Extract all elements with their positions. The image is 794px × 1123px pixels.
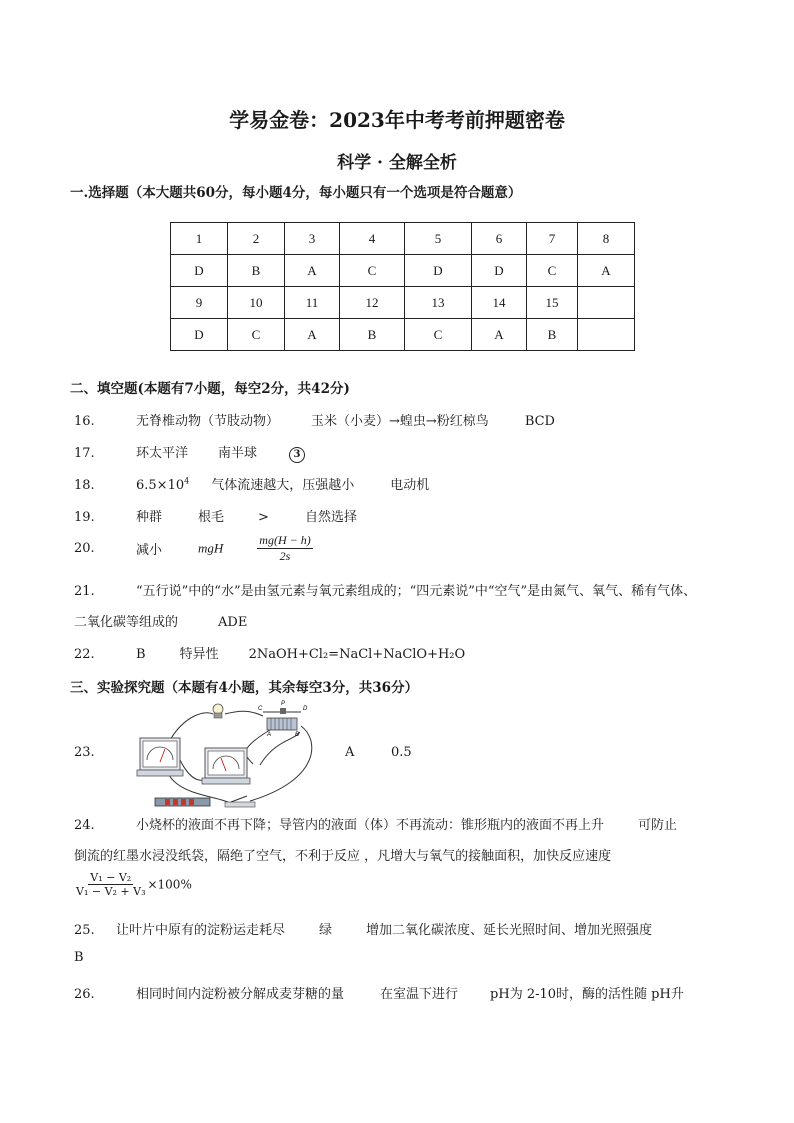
table-cell: 3: [285, 223, 340, 255]
answer-formula: mgH: [198, 540, 224, 556]
table-cell: C: [527, 255, 578, 287]
answer-line-18: [74, 474, 429, 493]
answer-text: BCD: [524, 414, 555, 429]
answer-text: 根毛: [198, 510, 225, 525]
question-number: 16.: [74, 414, 95, 429]
table-cell: A: [578, 255, 635, 287]
answer-text: 增加二氧化碳浓度、延长光照时间、增加光照强度: [366, 923, 653, 938]
answer-line-19: [74, 506, 357, 525]
answer-line-25-cont: [74, 950, 84, 965]
table-cell: 11: [285, 287, 340, 319]
table-cell: 10: [228, 287, 285, 319]
section-2-heading: 二、填空题(本题有7小题，每空2分，共42分): [70, 381, 350, 397]
answer-table: [170, 222, 635, 351]
table-cell: [578, 319, 635, 351]
answer-equation: 2NaOH+Cl₂=NaCl+NaClO+H₂O: [248, 647, 466, 662]
exponent: 4: [184, 476, 190, 486]
table-cell: B: [228, 255, 285, 287]
table-cell: B: [340, 319, 405, 351]
table-row: [171, 287, 635, 319]
answer-text: B: [136, 647, 146, 662]
answer-text: 在室温下进行: [380, 987, 459, 1002]
rheostat-icon: [263, 708, 301, 730]
answer-line-24-formula: [74, 871, 192, 898]
table-cell: D: [171, 255, 228, 287]
answer-text: 气体流速越大，压强越小: [211, 478, 355, 493]
answer-text: B: [74, 950, 84, 965]
table-cell: 13: [405, 287, 472, 319]
page-title: 学易金卷：2023年中考考前押题密卷: [229, 108, 565, 132]
question-number: 21.: [74, 584, 95, 599]
answer-text: A: [345, 745, 355, 760]
answer-text: 无脊椎动物（节肢动物）: [136, 414, 280, 429]
answer-line-20: [74, 533, 313, 564]
circuit-diagram: [125, 700, 330, 810]
answer-line-25: [74, 919, 652, 938]
question-number: 19.: [74, 510, 95, 525]
table-cell: 12: [340, 287, 405, 319]
answer-text: 相同时间内淀粉被分解成麦芽糖的量: [136, 987, 345, 1002]
answer-text: 让叶片中原有的淀粉运走耗尽: [116, 923, 286, 938]
question-number: 25.: [74, 923, 95, 938]
answer-text: 特异性: [179, 647, 219, 662]
question-number: 20.: [74, 541, 95, 556]
section-3-heading: 三、实验探究题（本题有4小题，其余每空3分，共36分）: [70, 680, 419, 696]
answer-line-17: [74, 442, 305, 463]
label-p: P: [281, 701, 286, 707]
answer-text: 南半球: [218, 446, 258, 461]
answer-text: >: [258, 510, 269, 525]
answer-text: 可防止: [638, 818, 678, 833]
table-cell: D: [405, 255, 472, 287]
voltmeter-icon: [137, 738, 183, 776]
answer-text: 小烧杯的液面不再下降；导管内的液面（体）不再流动：锥形瓶内的液面不再上升: [136, 818, 605, 833]
answer-line-22: [74, 643, 465, 662]
answer-text: 绿: [319, 923, 333, 938]
answer-line-21: [74, 580, 696, 599]
question-number: 22.: [74, 647, 95, 662]
fraction-denominator: V₁ − V₂ + V₃: [76, 885, 146, 898]
answer-text: “五行说”中的“水”是由氢元素与氧元素组成的；“四元素说”中“空气”是由氮气、氧气、稀有气体、: [136, 584, 697, 599]
page-subtitle: 科学 · 全解全析: [337, 153, 457, 173]
table-cell: 7: [527, 223, 578, 255]
table-cell: A: [472, 319, 527, 351]
answer-text: 自然选择: [304, 510, 357, 525]
answer-text: ADE: [218, 615, 248, 630]
table-row: [171, 319, 635, 351]
answer-text: 玉米（小麦）→蝗虫→粉红椋鸟: [311, 414, 489, 429]
answer-text: 环太平洋: [136, 446, 189, 461]
ammeter-icon: [202, 748, 250, 784]
answer-text: 减小: [136, 543, 163, 558]
answer-line-24: [74, 814, 677, 833]
table-cell: [578, 287, 635, 319]
answer-text: ×100%: [147, 877, 192, 892]
section-1-heading: 一.选择题（本大题共60分，每小题4分，每小题只有一个选项是符合题意）: [70, 185, 522, 201]
table-cell: 5: [405, 223, 472, 255]
label-a: A: [267, 732, 272, 738]
fraction-numerator: V₁ − V₂: [90, 871, 132, 884]
table-cell: 6: [472, 223, 527, 255]
question-number: 23.: [74, 745, 95, 760]
table-cell: D: [472, 255, 527, 287]
fraction-denominator: 2s: [279, 549, 291, 563]
answer-line-21-cont: [74, 611, 247, 630]
table-row: [171, 223, 635, 255]
table-cell: C: [405, 319, 472, 351]
question-number: 24.: [74, 818, 95, 833]
answer-fraction: [257, 533, 312, 564]
light-bulb-icon: [213, 704, 223, 718]
switch-icon: [225, 796, 255, 807]
label-d: D: [303, 706, 308, 712]
question-number: 18.: [74, 478, 95, 493]
question-number: 17.: [74, 446, 95, 461]
battery-icon: [155, 798, 210, 806]
table-cell: 8: [578, 223, 635, 255]
answer-line-16: [74, 410, 555, 429]
fraction-numerator: mg(H − h): [259, 533, 311, 547]
answer-text: pH为 2-10时，酶的活性随 pH升: [490, 987, 684, 1002]
table-cell: A: [285, 319, 340, 351]
answer-line-26: [74, 983, 684, 1002]
answer-text: 倒流的红墨水浸没纸袋，隔绝了空气，不利于反应 ，凡增大与氧气的接触面积，加快反应速度: [74, 849, 612, 864]
label-c: C: [258, 706, 263, 712]
table-cell: 4: [340, 223, 405, 255]
answer-text: 电动机: [390, 478, 430, 493]
table-cell: 15: [527, 287, 578, 319]
table-cell: C: [340, 255, 405, 287]
table-cell: 14: [472, 287, 527, 319]
answer-text: 种群: [136, 510, 163, 525]
answer-line-24-cont: [74, 845, 611, 864]
table-cell: C: [228, 319, 285, 351]
answer-text: 二氧化碳等组成的: [74, 615, 179, 630]
question-number: 26.: [74, 987, 95, 1002]
answer-text: 6.5×10: [136, 478, 185, 493]
table-cell: 1: [171, 223, 228, 255]
circled-number-icon: 3: [289, 447, 305, 463]
table-cell: D: [171, 319, 228, 351]
label-b: B: [295, 732, 300, 738]
table-row: [171, 255, 635, 287]
answer-fraction: [74, 871, 147, 898]
table-cell: A: [285, 255, 340, 287]
table-cell: 2: [228, 223, 285, 255]
table-cell: 9: [171, 287, 228, 319]
table-cell: B: [527, 319, 578, 351]
answer-text: 0.5: [391, 745, 412, 760]
